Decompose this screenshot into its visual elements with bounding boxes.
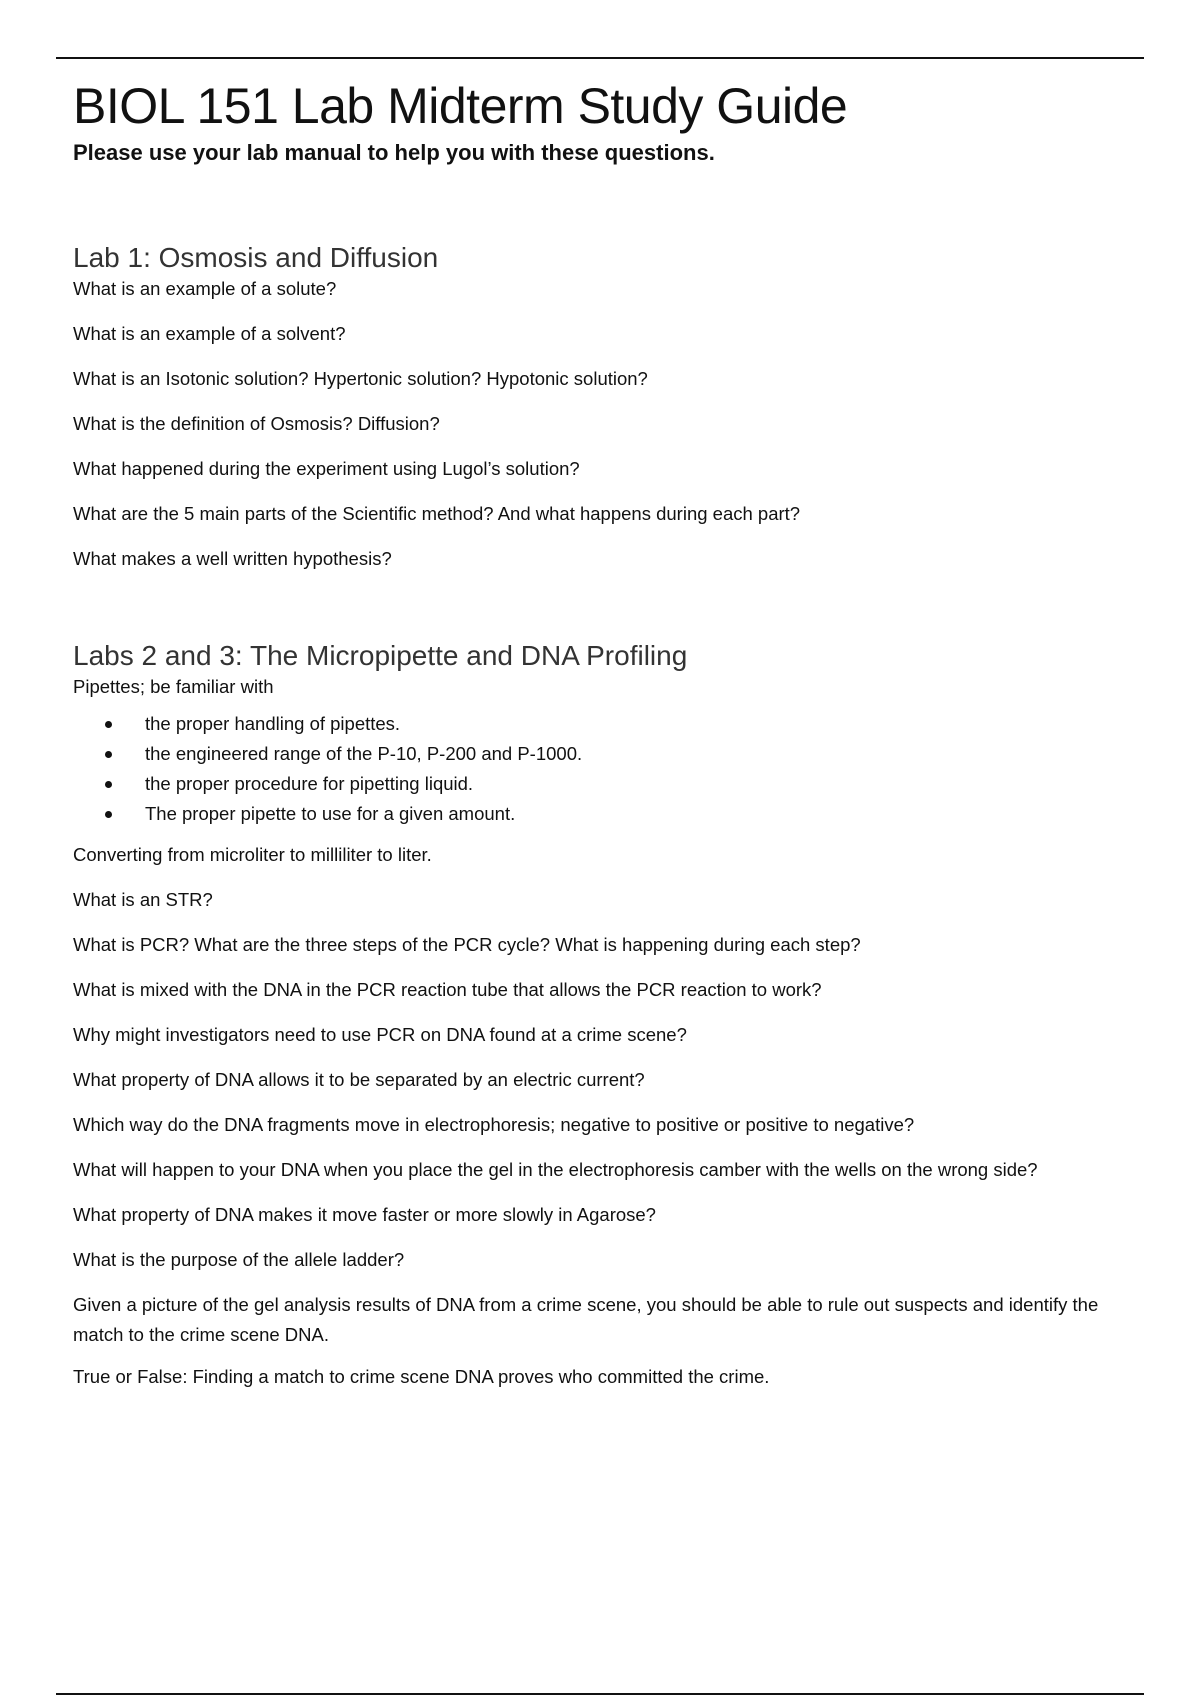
section-lab-1 [73, 241, 1153, 571]
bullet-icon [105, 751, 112, 758]
bullet-item [105, 799, 1153, 829]
bullet-text: the proper handling of pipettes. [145, 713, 401, 734]
question-item: Which way do the DNA fragments move in electrophoresis; negative to positive or positive to negative? [73, 1114, 915, 1135]
header-rule [56, 57, 1144, 59]
bullet-text: the engineered range of the P-10, P-200 and P-1000. [145, 743, 583, 764]
section-heading: Lab 1: Osmosis and Diffusion [73, 242, 439, 273]
bullet-icon [105, 811, 112, 818]
question-item: True or False: Finding a match to crime scene DNA proves who committed the crime. [73, 1366, 770, 1387]
section-intro: Pipettes; be familiar with [73, 676, 274, 697]
page-title: BIOL 151 Lab Midterm Study Guide [73, 78, 848, 134]
question-item: What is an example of a solute? [73, 278, 337, 299]
page-subtitle: Please use your lab manual to help you with these questions. [73, 140, 715, 165]
question-item: What happened during the experiment using Lugol’s solution? [73, 458, 580, 479]
bullet-list [73, 709, 1153, 829]
bullet-text: The proper pipette to use for a given amount. [145, 803, 516, 824]
section-labs-2-3 [73, 639, 1153, 1389]
bullet-icon [105, 781, 112, 788]
bullet-icon [105, 721, 112, 728]
question-item: Given a picture of the gel analysis results of DNA from a crime scene, you should be able to rule out suspects and identify the match to the crime scene DNA. [73, 1294, 1099, 1345]
question-item: Why might investigators need to use PCR on DNA found at a crime scene? [73, 1024, 687, 1045]
question-item: What makes a well written hypothesis? [73, 548, 392, 569]
bullet-item [105, 709, 1153, 739]
question-item: What is the purpose of the allele ladder? [73, 1249, 405, 1270]
question-item: What will happen to your DNA when you place the gel in the electrophoresis camber with the wells on the wrong side? [73, 1159, 1038, 1180]
bullet-item [105, 769, 1153, 799]
bullet-item [105, 739, 1153, 769]
question-item: What property of DNA makes it move faster or more slowly in Agarose? [73, 1204, 656, 1225]
bullet-text: the proper procedure for pipetting liquid. [145, 773, 474, 794]
document-page [73, 76, 1153, 1410]
question-item: What is the definition of Osmosis? Diffusion? [73, 413, 440, 434]
question-item: What is PCR? What are the three steps of the PCR cycle? What is happening during each step? [73, 934, 861, 955]
question-item: What are the 5 main parts of the Scientific method? And what happens during each part? [73, 503, 801, 524]
question-item: What is an Isotonic solution? Hypertonic solution? Hypotonic solution? [73, 368, 648, 389]
question-item: Converting from microliter to milliliter to liter. [73, 844, 432, 865]
question-item: What property of DNA allows it to be separated by an electric current? [73, 1069, 645, 1090]
question-item: What is mixed with the DNA in the PCR reaction tube that allows the PCR reaction to work? [73, 979, 822, 1000]
section-heading: Labs 2 and 3: The Micropipette and DNA Profiling [73, 640, 688, 671]
footer-rule [56, 1693, 1144, 1695]
question-item: What is an example of a solvent? [73, 323, 346, 344]
question-item: What is an STR? [73, 889, 213, 910]
